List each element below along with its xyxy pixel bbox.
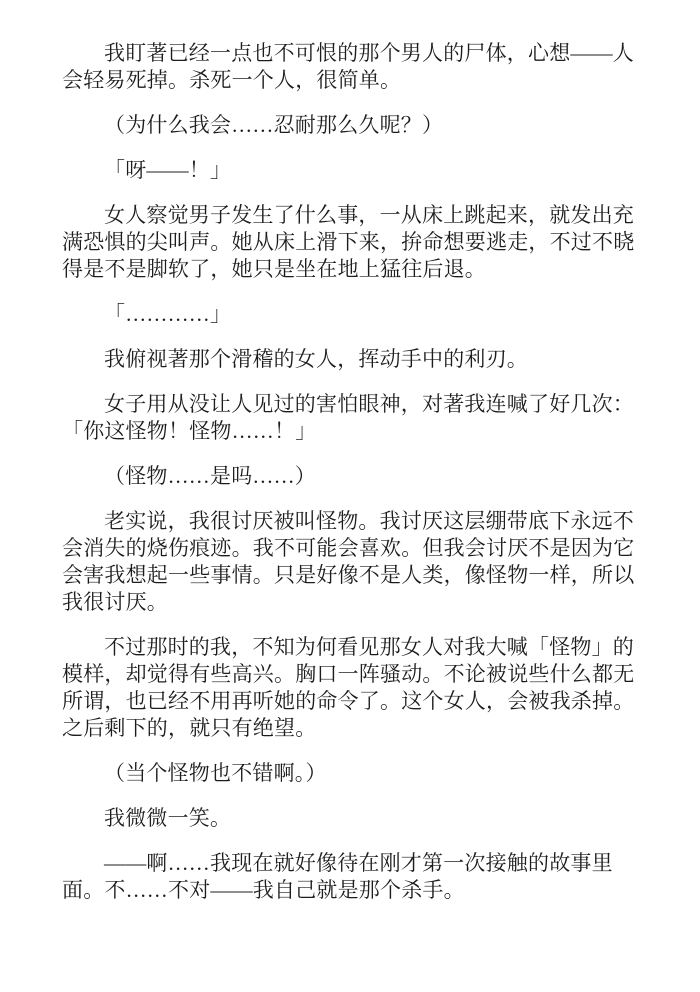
paragraph [62, 463, 638, 490]
paragraph [62, 805, 638, 832]
text-line: 满恐惧的尖叫声。她从床上滑下来，拚命想要逃走，不过不晓 [62, 230, 635, 254]
text-body [62, 40, 638, 922]
text-line: 女人察觉男子发生了什么事，一从床上跳起来，就发出充 [104, 203, 634, 227]
text-line: （怪物……是吗……） [104, 464, 316, 488]
text-line: ——啊……我现在就好像待在刚才第一次接触的故事里 [104, 851, 613, 875]
text-line: 模样，却觉得有些高兴。胸口一阵骚动。不论被说些什么都无 [62, 662, 635, 686]
paragraph [62, 202, 638, 283]
text-line: 所谓，也已经不用再听她的命令了。这个女人，会被我杀掉。 [62, 689, 635, 713]
text-line: 「呀——！」 [104, 158, 232, 182]
text-line: 会轻易死掉。杀死一个人，很简单。 [62, 68, 402, 92]
paragraph [62, 850, 638, 904]
paragraph [62, 508, 638, 616]
text-line: 之后剩下的，就只有绝望。 [62, 716, 317, 740]
text-line: 我很讨厌。 [62, 590, 168, 614]
text-line: 面。不……不对——我自己就是那个杀手。 [62, 878, 465, 902]
paragraph [62, 346, 638, 373]
paragraph [62, 391, 638, 445]
paragraph [62, 634, 638, 742]
paragraph [62, 157, 638, 184]
paragraph [62, 40, 638, 94]
text-line: （当个怪物也不错啊。） [104, 761, 327, 785]
text-line: 「你这怪物！怪物……！」 [62, 419, 317, 443]
text-line: 我盯著已经一点也不可恨的那个男人的尸体，心想——人 [104, 41, 634, 65]
paragraph [62, 760, 638, 787]
text-line: （为什么我会……忍耐那么久呢？） [104, 113, 444, 137]
text-line: 会消失的烧伤痕迹。我不可能会喜欢。但我会讨厌不是因为它 [62, 536, 635, 560]
text-line: 女子用从没让人见过的害怕眼神，对著我连喊了好几次： [104, 392, 634, 416]
text-line: 会害我想起一些事情。只是好像不是人类，像怪物一样，所以 [62, 563, 635, 587]
text-line: 不过那时的我，不知为何看见那女人对我大喊「怪物」的 [104, 635, 634, 659]
text-line: 得是不是脚软了，她只是坐在地上猛往后退。 [62, 257, 486, 281]
text-line: 老实说，我很讨厌被叫怪物。我讨厌这层绷带底下永远不 [104, 509, 634, 533]
text-line: 我微微一笑。 [104, 806, 232, 830]
text-line: 我俯视著那个滑稽的女人，挥动手中的利刃。 [104, 347, 528, 371]
paragraph [62, 301, 638, 328]
paragraph [62, 112, 638, 139]
text-line: 「…………」 [104, 302, 232, 326]
